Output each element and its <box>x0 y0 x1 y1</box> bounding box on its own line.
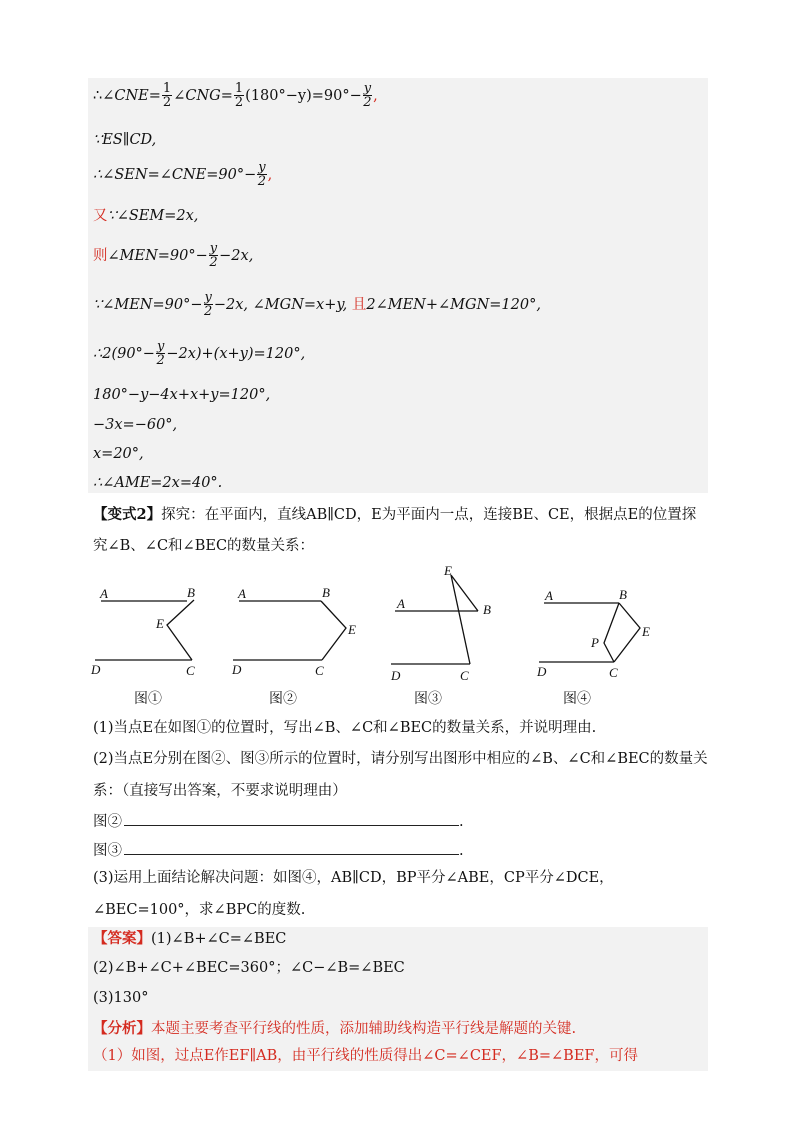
fraction <box>234 82 244 110</box>
solution-line-8: 180°−y−4x+x+y=120°, <box>93 387 271 403</box>
text: , <box>373 88 378 104</box>
denominator: 2 <box>257 174 267 189</box>
denominator: 2 <box>204 304 213 319</box>
text: (1)∠B+∠C=∠BEC <box>151 931 287 947</box>
fig1-label-b: B <box>187 585 195 600</box>
text: 图② <box>93 814 122 830</box>
numerator: y <box>156 339 165 354</box>
numerator: y <box>258 160 266 175</box>
fraction <box>156 340 165 368</box>
fig2-label-d: D <box>232 662 242 677</box>
numerator: y <box>204 290 212 305</box>
text: . <box>459 814 464 830</box>
solution-line-7 <box>93 340 305 368</box>
fig3-label-c: C <box>460 668 469 683</box>
fig3-label-d: D <box>391 668 401 683</box>
text: 且 <box>351 297 367 313</box>
analysis-tag: 【分析】 <box>93 1020 151 1037</box>
denominator: 2 <box>209 255 218 270</box>
text: ∴∠ <box>93 88 115 104</box>
denominator: 2 <box>363 95 372 110</box>
fig2-caption: 图② <box>269 691 297 707</box>
denominator: 2 <box>234 95 244 110</box>
fraction <box>363 82 372 110</box>
fraction <box>257 161 266 189</box>
fig4-label-p: P <box>591 635 599 650</box>
text: (180°−y)=90°− <box>245 88 362 104</box>
fraction <box>209 242 218 270</box>
denominator: 2 <box>156 353 165 368</box>
fig3-label-b: B <box>483 602 491 617</box>
problem-intro-2: 究∠B、∠C和∠BEC的数量关系： <box>93 538 315 554</box>
fig2-label-a: A <box>238 586 246 601</box>
fig1-caption: 图① <box>134 691 162 707</box>
text: 图③ <box>93 843 122 859</box>
solution-line-6 <box>93 291 541 319</box>
text: −2x)+(x+y)=120°, <box>166 346 306 362</box>
fig1-label-d: D <box>91 662 101 677</box>
text: 又 <box>93 208 108 224</box>
fig2-label-c: C <box>315 663 324 678</box>
solution-line-2: ∵ES∥CD, <box>93 132 157 148</box>
text: ∴∠SEN=∠CNE=90°− <box>93 167 257 183</box>
text: CNG <box>185 88 221 104</box>
analysis-line-1 <box>93 1022 576 1037</box>
text: CNE <box>114 88 149 104</box>
numerator: 1 <box>234 81 244 96</box>
fig3-path-bec <box>451 575 478 664</box>
text: ∠MEN=90°− <box>107 248 208 264</box>
text: , <box>267 167 273 183</box>
fig1-label-c: C <box>186 663 195 678</box>
solution-line-10: x=20°, <box>93 446 144 462</box>
text: 2∠MEN+∠MGN=120°, <box>366 297 541 313</box>
numerator: y <box>209 241 218 256</box>
blank-line[interactable] <box>124 813 459 826</box>
text: ∵∠MEN=90°− <box>93 297 203 313</box>
blank-line[interactable] <box>124 842 459 855</box>
text: = <box>148 88 161 104</box>
solution-block <box>88 78 708 493</box>
fig1-label-e: E <box>156 616 164 631</box>
question-1: (1)当点E在如图①的位置时，写出∠B、∠C和∠BEC的数量关系，并说明理由. <box>93 720 597 736</box>
question-3b: ∠BEC=100°，求∠BPC的度数. <box>93 902 306 918</box>
fig3-label-a: A <box>397 596 405 611</box>
fig4-path-bpc <box>604 603 619 662</box>
text: ∵∠SEM=2x, <box>107 208 199 224</box>
numerator: y <box>363 81 372 96</box>
answer-blank-fig2[interactable] <box>93 813 464 830</box>
text: = <box>220 88 233 104</box>
answer-line-1 <box>93 932 286 947</box>
numerator: 1 <box>162 81 172 96</box>
fig4-label-a: A <box>545 588 553 603</box>
question-2a: (2)当点E分别在图②、图③所示的位置时，请分别写出图形中相应的∠B、∠C和∠BEC的数量关 <box>93 751 708 767</box>
answer-blank-fig3[interactable] <box>93 842 464 859</box>
figures-diagram <box>0 560 800 690</box>
text: ∴2(90°− <box>93 346 155 362</box>
denominator: 2 <box>162 95 172 110</box>
fig2-label-b: B <box>322 585 330 600</box>
text: −2x, ∠MGN=x+y, <box>213 297 352 313</box>
answer-tag: 【答案】 <box>93 930 151 947</box>
fraction <box>204 291 213 319</box>
solution-line-5 <box>93 242 253 270</box>
fig2-path-bec <box>321 601 346 660</box>
solution-line-9: −3x=−60°, <box>93 417 178 433</box>
answer-line-2: (2)∠B+∠C+∠BEC=360°；∠C−∠B=∠BEC <box>93 960 405 976</box>
answer-line-3: (3)130° <box>93 990 149 1006</box>
fig2-label-e: E <box>348 622 356 637</box>
problem-intro-1 <box>93 508 696 523</box>
text: −2x, <box>219 248 254 264</box>
fig1-label-a: A <box>100 586 108 601</box>
question-3a: (3)运用上面结论解决问题：如图④，AB∥CD，BP平分∠ABE，CP平分∠DCE， <box>93 870 614 886</box>
question-2b: 系：（直接写出答案，不要求说明理由） <box>93 783 347 799</box>
fig4-caption: 图④ <box>563 691 591 707</box>
text: 则 <box>93 248 108 264</box>
text: ∠ <box>173 88 186 104</box>
fig4-label-b: B <box>619 587 627 602</box>
fig4-path-bec <box>614 603 640 662</box>
fraction <box>162 82 172 110</box>
text: 本题主要考查平行线的性质，添加辅助线构造平行线是解题的关键. <box>151 1021 577 1037</box>
text: 探究：在平面内，直线AB∥CD，E为平面内一点，连接BE、CE，根据点E的位置探 <box>161 507 697 523</box>
solution-line-11: ∴∠AME=2x=40°. <box>93 475 223 491</box>
fig1-path-bec <box>167 600 194 660</box>
fig4-label-e: E <box>642 624 650 639</box>
solution-line-3 <box>93 161 272 189</box>
fig3-label-e: E <box>444 563 452 578</box>
solution-line-4 <box>93 209 198 224</box>
fig4-label-d: D <box>537 664 547 679</box>
text: . <box>459 843 464 859</box>
problem-tag: 【变式2】 <box>93 506 162 523</box>
fig3-caption: 图③ <box>414 691 442 707</box>
analysis-line-2: （1）如图，过点E作EF∥AB，由平行线的性质得出∠C=∠CEF，∠B=∠BEF，可得 <box>93 1048 638 1064</box>
solution-line-1 <box>93 82 378 110</box>
fig4-label-c: C <box>609 665 618 680</box>
